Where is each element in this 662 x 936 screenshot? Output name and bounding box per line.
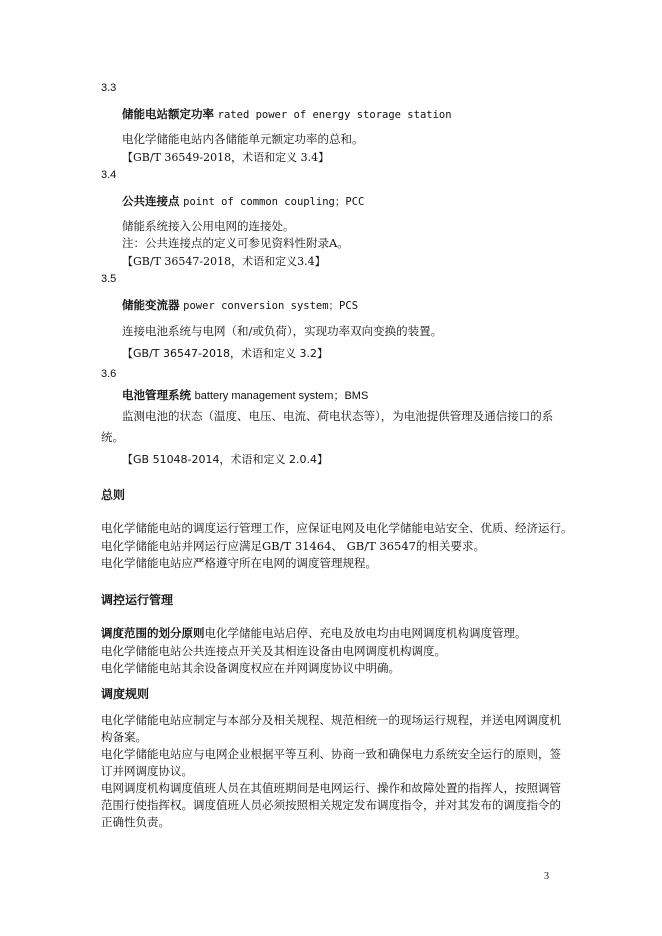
dispatch-control-line-3: 电化学储能电站其余设备调度权应在并网调度协议中明确。 [101,661,400,675]
term-cn: 储能电站额定功率 [122,107,214,121]
general-line-3: 电化学储能电站应严格遵守所在电网的调度管理规程。 [101,556,377,570]
dispatch-rules-line-3: 电化学储能电站应与电网企业根据平等互利、协商一致和确保电力系统安全运行的原则，签 [101,747,561,761]
dispatch-control-line-2: 电化学储能电站公共连接点开关及其相连设备由电网调度机构调度。 [101,644,446,658]
dispatch-scope-text: 电化学储能电站启停、充电及放电均由电网调度机构调度管理。 [204,626,527,640]
reference-3-5: 【GB/T 36547-2018，术语和定义 3.2】 [122,347,328,360]
term-heading-3-4 [122,194,364,210]
term-en: battery management system；BMS [194,390,369,402]
dispatch-scope-label: 调度范围的划分原则 [101,626,205,640]
dispatch-rules-line-2: 构备案。 [101,730,147,744]
section-number-3-6: 3.6 [101,368,117,380]
definition-3-4: 储能系统接入公用电网的连接处。 [122,219,295,233]
dispatch-rules-line-7: 正确性负责。 [101,815,170,829]
term-en: power conversion system；PCS [183,300,359,312]
term-en: rated power of energy storage station [217,109,452,121]
reference-3-3: 【GB/T 36549-2018，术语和定义 3.4】 [122,151,330,164]
page-number: 3 [544,871,549,882]
reference-3-4: 【GB/T 36547-2018，术语和定义3.4】 [122,255,326,268]
section-number-3-5: 3.5 [101,273,117,285]
term-heading-3-3 [122,107,452,123]
definition-3-6-line-1: 监测电池的状态（温度、电压、电流、荷电状态等），为电池提供管理及通信接口的系 [122,409,554,423]
dispatch-rules-line-1: 电化学储能电站应制定与本部分及相关规程、规范相统一的现场运行规程，并送电网调度机 [101,713,561,727]
term-cn: 公共连接点 [122,194,180,208]
heading-dispatch-control: 调控运行管理 [101,593,174,607]
general-line-2: 电化学储能电站并网运行应满足GB/T 31464、 GB/T 36547的相关要求。 [101,539,485,553]
reference-3-6: 【GB 51048-2014，术语和定义 2.0.4】 [122,453,329,466]
term-cn: 电池管理系统 [122,388,191,402]
definition-3-3: 电化学储能电站内各储能单元额定功率的总和。 [122,132,364,146]
section-number-3-3: 3.3 [101,82,117,94]
dispatch-rules-line-6: 范围行使指挥权。调度值班人员必须按照相关规定发布调度指令，并对其发布的调度指令的 [101,798,561,812]
dispatch-rules-line-4: 订并网调度协议。 [101,764,193,778]
definition-3-5: 连接电池系统与电网（和/或负荷），实现功率双向变换的装置。 [122,324,443,338]
general-line-1: 电化学储能电站的调度运行管理工作，应保证电网及电化学储能电站安全、优质、经济运行。 [101,521,573,535]
term-heading-3-5 [122,298,358,314]
note-3-4: 注：公共连接点的定义可参见资料性附录A。 [122,236,349,250]
dispatch-rules-line-5: 电网调度机构调度值班人员在其值班期间是电网运行、操作和故障处置的指挥人，按照调管 [101,781,561,795]
term-cn: 储能变流器 [122,298,180,312]
section-number-3-4: 3.4 [101,169,117,181]
term-heading-3-6 [122,388,368,404]
term-en: point of common coupling；PCC [183,196,365,208]
dispatch-control-line-1 [101,626,527,641]
heading-general: 总则 [101,488,126,502]
heading-dispatch-rules: 调度规则 [101,687,150,701]
definition-3-6-line-2: 统。 [101,430,124,444]
